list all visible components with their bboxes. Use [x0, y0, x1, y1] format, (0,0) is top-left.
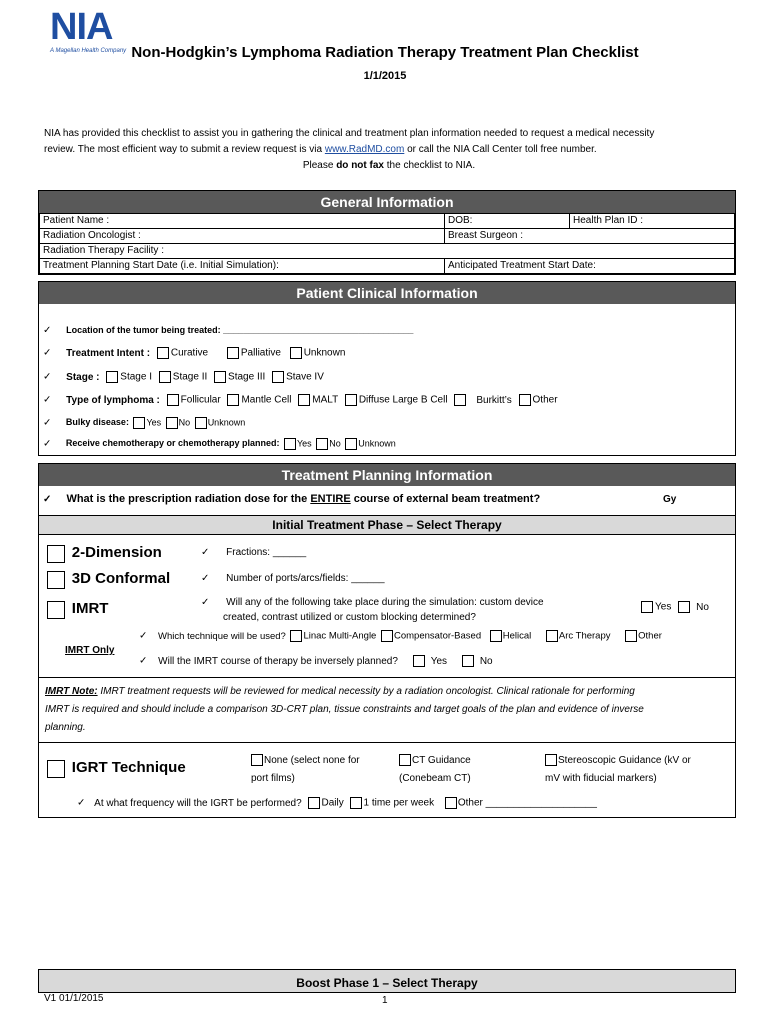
intro-line-2a: review. The most efficient way to submit a review request is via — [44, 144, 325, 155]
mantle-cell-checkbox[interactable] — [227, 394, 239, 406]
treatment-intent-label: Treatment Intent : — [66, 347, 151, 359]
inverse-label: Will the IMRT course of therapy be inversely planned? — [158, 655, 398, 667]
type-other-label: Other — [532, 394, 558, 406]
check-mark-icon: ✓ — [201, 547, 210, 558]
facility-field[interactable]: Radiation Therapy Facility : — [40, 244, 735, 259]
check-mark-icon: ✓ — [201, 597, 210, 608]
imrt-note-line-2: IMRT is required and should include a comparison 3D-CRT plan, tissue constraints and target goals of the plan and evidence of inverse — [45, 704, 644, 715]
igrt-row — [47, 759, 186, 778]
check-mark-icon: ✓ — [43, 325, 52, 336]
igrt-stereo-line-2: mV with fiducial markers) — [545, 773, 657, 784]
health-plan-id-field[interactable]: Health Plan ID : — [570, 214, 735, 229]
inverse-row — [139, 655, 493, 667]
anticipated-start-date-field[interactable]: Anticipated Treatment Start Date: — [445, 259, 735, 274]
technique-label: Which technique will be used? — [158, 630, 286, 642]
logo-letters: NIA — [50, 6, 113, 48]
burkitts-label: Burkitt’s — [476, 394, 512, 406]
igrt-stereo-checkbox[interactable] — [545, 754, 557, 766]
logo-tagline: A Magellan Health Company — [50, 48, 127, 54]
initial-phase-bar: Initial Treatment Phase – Select Therapy — [39, 515, 735, 535]
simulation-line-2: created, contrast utilized or custom blocking determined? — [223, 612, 476, 623]
daily-label: Daily — [321, 797, 344, 809]
bulky-disease-row — [43, 417, 245, 429]
divider — [39, 677, 735, 678]
bulky-no-checkbox[interactable] — [166, 417, 178, 429]
bulky-yes-label: Yes — [146, 417, 162, 428]
tumor-location-row — [43, 325, 413, 336]
document-date: 1/1/2015 — [363, 70, 407, 82]
frequency-other-label: Other ____________________ — [457, 797, 597, 809]
intro-line-3c: the checklist to NIA. — [383, 160, 476, 171]
frequency-other-checkbox[interactable] — [445, 797, 457, 809]
technique-other-checkbox[interactable] — [625, 630, 637, 642]
imrt-note — [45, 683, 735, 737]
helical-label: Helical — [502, 630, 532, 642]
igrt-frequency-label: At what frequency will the IGRT be performed? — [94, 797, 302, 809]
planning-start-date-field[interactable]: Treatment Planning Start Date (i.e. Initial Simulation): — [40, 259, 445, 274]
clinical-information-section — [38, 281, 736, 456]
intent-unknown-checkbox[interactable] — [290, 347, 302, 359]
linac-label: Linac Multi-Angle — [303, 630, 377, 642]
treatment-planning-header: Treatment Planning Information — [39, 464, 735, 486]
intro-line-3a: Please — [302, 160, 337, 171]
general-information-section — [38, 190, 736, 275]
stage-label: Stage : — [66, 371, 100, 383]
linac-checkbox[interactable] — [290, 630, 302, 642]
dob-field[interactable]: DOB: — [445, 214, 570, 229]
igrt-ct-line-2: (Conebeam CT) — [399, 773, 471, 784]
chemo-yes-checkbox[interactable] — [284, 438, 296, 450]
inverse-yes-checkbox[interactable] — [413, 655, 425, 667]
technique-row — [139, 630, 662, 642]
igrt-stereo-line-1: Stereoscopic Guidance (kV or — [558, 755, 691, 766]
daily-checkbox[interactable] — [308, 797, 320, 809]
check-mark-icon: ✓ — [43, 394, 52, 406]
option-2d-row — [47, 544, 162, 563]
diffuse-large-b-cell-label: Diffuse Large B Cell — [358, 394, 448, 406]
treatment-planning-section — [38, 463, 736, 818]
3d-conformal-label: 3D Conformal — [71, 570, 171, 587]
chemo-yes-label: Yes — [297, 438, 312, 449]
stage-4-label: Stave IV — [286, 371, 324, 383]
intro-line-3 — [44, 158, 734, 174]
simulation-answer — [637, 601, 709, 613]
ports-label[interactable]: Number of ports/arcs/fields: ______ — [226, 573, 385, 584]
simulation-line-1: Will any of the following take place during the simulation: custom device — [226, 597, 544, 608]
bulky-yes-checkbox[interactable] — [133, 417, 145, 429]
igrt-frequency-row — [77, 797, 597, 809]
fractions-row — [201, 547, 306, 558]
intro-line-1: NIA has provided this checklist to assist you in gathering the clinical and treatment plan information needed to request a medical necessity — [44, 128, 655, 139]
check-mark-icon: ✓ — [43, 371, 52, 383]
ports-row — [201, 573, 385, 584]
chemo-no-checkbox[interactable] — [316, 438, 328, 450]
treatment-intent-row — [43, 347, 345, 359]
check-mark-icon: ✓ — [43, 494, 52, 505]
bulky-unknown-label: Unknown — [207, 417, 246, 428]
simulation-row — [201, 595, 544, 625]
helical-checkbox[interactable] — [490, 630, 502, 642]
imrt-note-line-3: planning. — [45, 722, 86, 733]
burkitts-checkbox[interactable] — [454, 394, 466, 406]
follicular-label: Follicular — [180, 394, 221, 406]
dose-question-row — [43, 493, 540, 505]
general-information-header: General Information — [39, 191, 735, 213]
intro-text — [44, 126, 734, 174]
intent-unknown-label: Unknown — [303, 347, 346, 359]
breast-surgeon-field[interactable]: Breast Surgeon : — [445, 229, 735, 244]
igrt-label: IGRT Technique — [71, 759, 186, 776]
igrt-none-checkbox[interactable] — [251, 754, 263, 766]
chemo-unknown-label: Unknown — [358, 438, 396, 449]
clinical-information-header: Patient Clinical Information — [39, 282, 735, 304]
type-other-checkbox[interactable] — [519, 394, 531, 406]
stage-1-checkbox[interactable] — [106, 371, 118, 383]
diffuse-large-b-cell-checkbox[interactable] — [345, 394, 357, 406]
radmd-link[interactable]: www.RadMD.com — [324, 144, 405, 155]
radiation-oncologist-field[interactable]: Radiation Oncologist : — [40, 229, 445, 244]
stage-2-checkbox[interactable] — [159, 371, 171, 383]
stage-row — [43, 371, 324, 383]
fractions-label[interactable]: Fractions: ______ — [226, 547, 307, 558]
stage-4-checkbox[interactable] — [272, 371, 284, 383]
option-3d-row — [47, 570, 170, 589]
stage-1-label: Stage I — [120, 371, 152, 383]
check-mark-icon: ✓ — [139, 630, 148, 642]
sim-no-checkbox[interactable] — [678, 601, 690, 613]
3d-conformal-checkbox[interactable] — [47, 571, 65, 589]
compensator-label: Compensator-Based — [393, 630, 482, 642]
dose-question-entire: ENTIRE — [310, 493, 351, 505]
malt-label: MALT — [312, 394, 339, 406]
weekly-label: 1 time per week — [363, 797, 435, 809]
igrt-stereo-option — [545, 752, 691, 788]
chemo-no-label: No — [329, 438, 341, 449]
tumor-location-label[interactable]: Location of the tumor being treated: ______________________________________ — [66, 325, 414, 335]
imrt-note-label: IMRT Note: — [45, 686, 98, 697]
check-mark-icon: ✓ — [77, 797, 86, 809]
malt-checkbox[interactable] — [298, 394, 310, 406]
sim-yes-checkbox[interactable] — [641, 601, 653, 613]
igrt-ct-line-1: CT Guidance — [412, 755, 471, 766]
palliative-checkbox[interactable] — [227, 347, 239, 359]
igrt-ct-checkbox[interactable] — [399, 754, 411, 766]
igrt-ct-option — [399, 752, 471, 788]
arc-therapy-checkbox[interactable] — [546, 630, 558, 642]
arc-therapy-label: Arc Therapy — [558, 630, 611, 642]
curative-checkbox[interactable] — [157, 347, 169, 359]
version-label: V1 01/1/2015 — [44, 993, 104, 1004]
inverse-no-checkbox[interactable] — [462, 655, 474, 667]
technique-other-label: Other — [638, 630, 662, 642]
sim-no-label: No — [696, 601, 709, 613]
lymphoma-type-row — [43, 394, 558, 406]
lymphoma-type-label: Type of lymphoma : — [66, 394, 160, 406]
imrt-note-line-1: IMRT treatment requests will be reviewed for medical necessity by a radiation oncologist. Clinical rationale for performing — [97, 686, 635, 697]
check-mark-icon: ✓ — [43, 417, 52, 429]
intro-line-2b: or call the NIA Call Center toll free number. — [404, 144, 597, 155]
follicular-checkbox[interactable] — [167, 394, 179, 406]
stage-3-checkbox[interactable] — [214, 371, 226, 383]
intro-line-2 — [44, 142, 734, 158]
do-not-fax: do not fax — [336, 160, 384, 171]
palliative-label: Palliative — [240, 347, 281, 359]
check-mark-icon: ✓ — [201, 573, 210, 584]
igrt-none-option — [251, 752, 360, 788]
general-information-table — [39, 213, 735, 274]
bulky-disease-label: Bulky disease: — [65, 417, 129, 428]
bulky-unknown-checkbox[interactable] — [195, 417, 207, 429]
mantle-cell-label: Mantle Cell — [241, 394, 292, 406]
stage-3-label: Stage III — [228, 371, 266, 383]
imrt-only-label: IMRT Only — [65, 645, 115, 656]
curative-label: Curative — [170, 347, 209, 359]
gy-unit: Gy — [663, 494, 677, 505]
dose-question-b: course of external beam treatment? — [350, 493, 541, 505]
check-mark-icon: ✓ — [139, 655, 148, 667]
patient-name-field[interactable]: Patient Name : — [40, 214, 445, 229]
dose-question-a: What is the prescription radiation dose for the — [66, 493, 311, 505]
inverse-yes-label: Yes — [430, 655, 448, 667]
weekly-checkbox[interactable] — [350, 797, 362, 809]
option-imrt-row — [47, 600, 108, 619]
check-mark-icon: ✓ — [43, 347, 52, 359]
stage-2-label: Stage II — [172, 371, 208, 383]
2d-label: 2-Dimension — [71, 544, 162, 561]
page-number: 1 — [382, 995, 388, 1006]
boost-phase-bar: Boost Phase 1 – Select Therapy — [38, 969, 736, 993]
imrt-checkbox[interactable] — [47, 601, 65, 619]
2d-checkbox[interactable] — [47, 545, 65, 563]
imrt-label: IMRT — [71, 600, 109, 617]
compensator-checkbox[interactable] — [381, 630, 393, 642]
chemotherapy-row — [43, 438, 396, 450]
igrt-none-line-2: port films) — [251, 773, 295, 784]
divider — [39, 742, 735, 743]
chemotherapy-label: Receive chemotherapy or chemotherapy planned: — [65, 438, 280, 449]
bulky-no-label: No — [178, 417, 191, 428]
igrt-checkbox[interactable] — [47, 760, 65, 778]
chemo-unknown-checkbox[interactable] — [345, 438, 357, 450]
sim-yes-label: Yes — [655, 601, 672, 613]
igrt-none-line-1: None (select none for — [264, 755, 360, 766]
check-mark-icon: ✓ — [43, 438, 52, 450]
inverse-no-label: No — [479, 655, 493, 667]
page-title: Non-Hodgkin’s Lymphoma Radiation Therapy Treatment Plan Checklist — [131, 44, 639, 61]
